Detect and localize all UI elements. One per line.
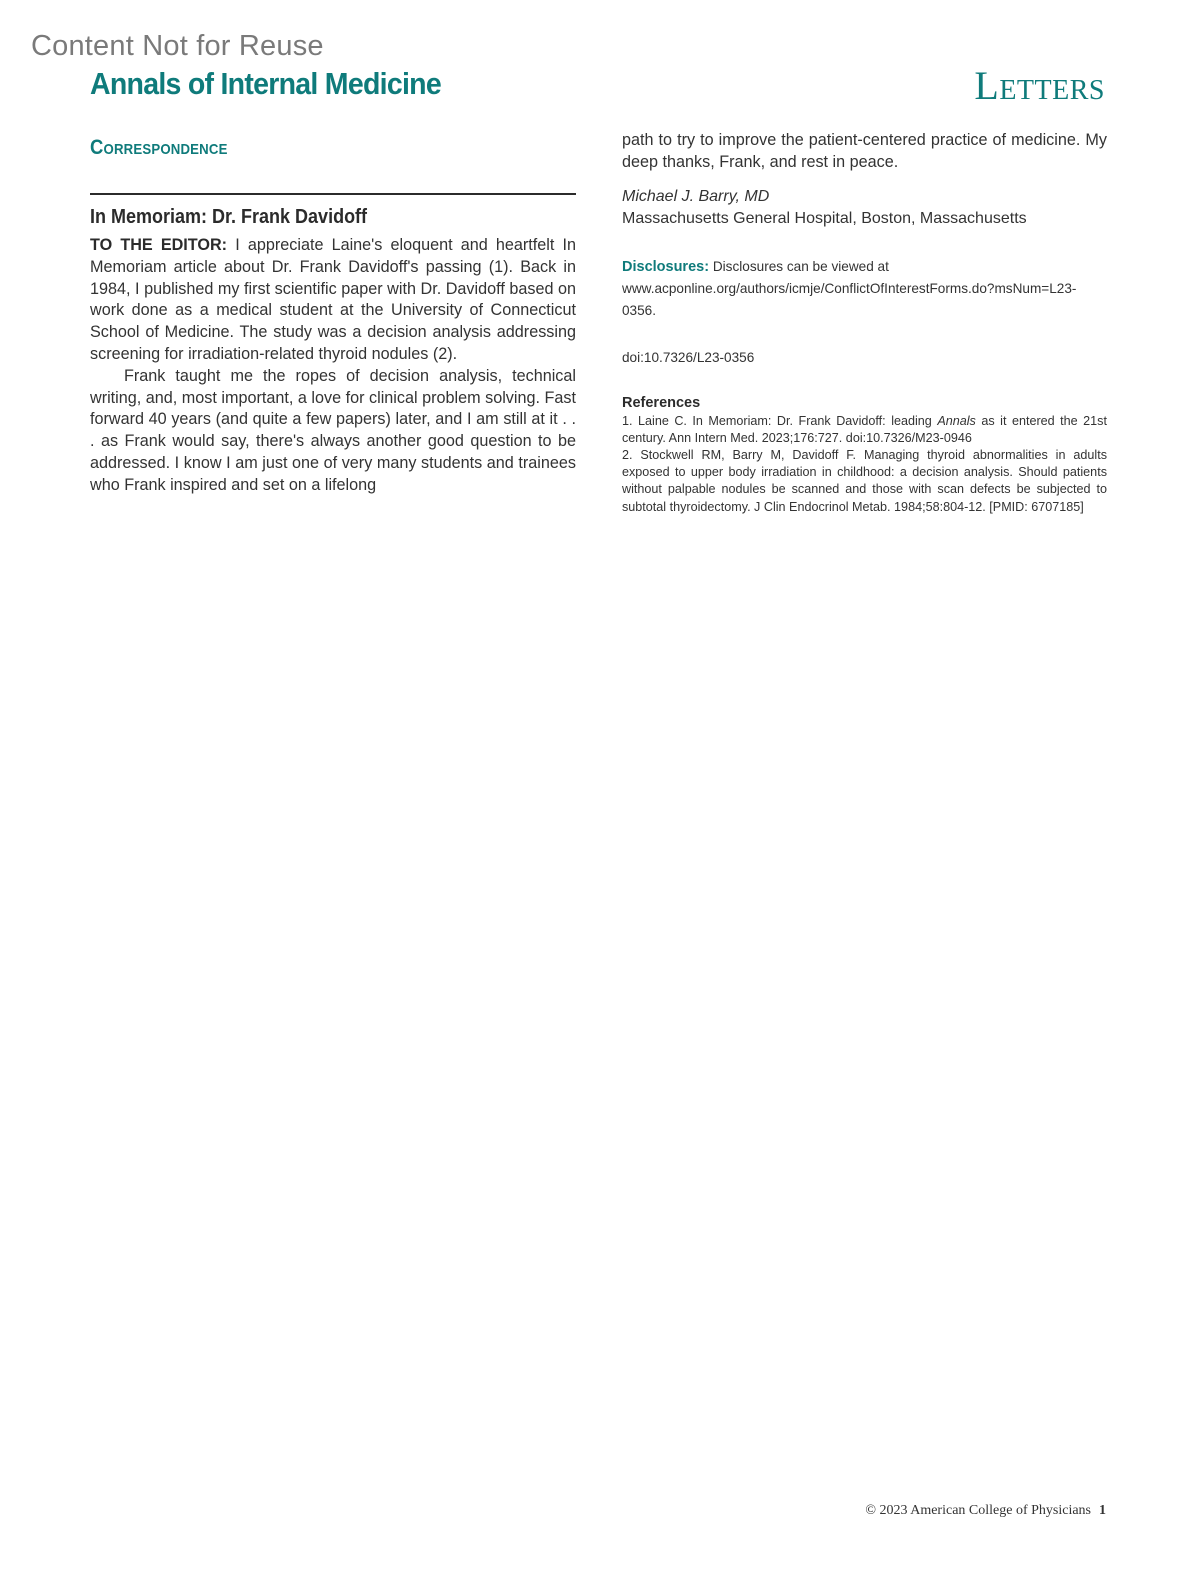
journal-title: Annals of Internal Medicine (90, 66, 441, 101)
author-affiliation: Massachusetts General Hospital, Boston, Massachusetts (622, 209, 1027, 227)
reference-item: 2. Stockwell RM, Barry M, Davidoff F. Managing thyroid abnormalities in adults exposed to upper body irradiation in childhood: a decision analysis. Should patients without palpable nodules be scanned and those with scan defects be subjected to subtotal thyroidectomy. J Clin Endocrinol Metab. 1984;58:804-12. [PMID: 6707185] (622, 448, 1107, 514)
disclosures-label: Disclosures: (622, 258, 710, 275)
author-name: Michael J. Barry, MD (622, 187, 770, 205)
page-number: 1 (1099, 1503, 1106, 1518)
title-rule (90, 193, 576, 195)
section-heading: Letters (974, 63, 1105, 108)
reference-1-journal: Annals (937, 413, 976, 428)
reference-1-text: 1. Laine C. In Memoriam: Dr. Frank Davidoff: leading (622, 413, 938, 428)
category-label: Correspondence (90, 136, 228, 159)
doi: doi:10.7326/L23-0356 (622, 349, 755, 365)
page-footer (865, 1503, 1106, 1519)
body-paragraph-1 (90, 235, 576, 366)
reference-1-text-end: as it entered the 21st century. Ann Intern Med. 2023;176:727. doi:10.7326/M23-0946 (622, 413, 1107, 445)
lead-label: TO THE EDITOR: (90, 236, 228, 254)
right-column (622, 130, 1107, 516)
body-paragraph-2: Frank taught me the ropes of decision analysis, technical writing, and, most important, a love for clinical problem solving. Fast forward 40 years (and quite a few papers) later, and I am still at it . . . as Frank would say, there's always another good question to be addressed. I know I am just one of very many students and trainees who Frank inspired and set on a lifelong (90, 366, 576, 494)
reference-item (622, 413, 1107, 447)
disclosures-text: Disclosures can be viewed at www.acponline.org/authors/icmje/ConflictOfInterestForms.do?msNum=L23-0356. (622, 258, 1077, 318)
article-title: In Memoriam: Dr. Frank Davidoff (90, 206, 368, 228)
watermark: Content Not for Reuse (31, 30, 324, 62)
disclosures (622, 256, 1107, 322)
paragraph-1-text: I appreciate Laine's eloquent and heartfelt In Memoriam article about Dr. Frank Davidoff's passing (1). Back in 1984, I published my first scientific paper with Dr. Davidoff based on work done as a medical student at the University of Connecticut School of Medicine. The study was a decision analysis addressing screening for irradiation-related thyroid nodules (2). (90, 236, 576, 363)
copyright: © 2023 American College of Physicians (865, 1503, 1091, 1518)
references-heading: References (622, 394, 701, 411)
body-paragraph-2-continued: path to try to improve the patient-centered practice of medicine. My deep thanks, Frank, and rest in peace. (622, 131, 1107, 171)
left-column (90, 206, 576, 497)
